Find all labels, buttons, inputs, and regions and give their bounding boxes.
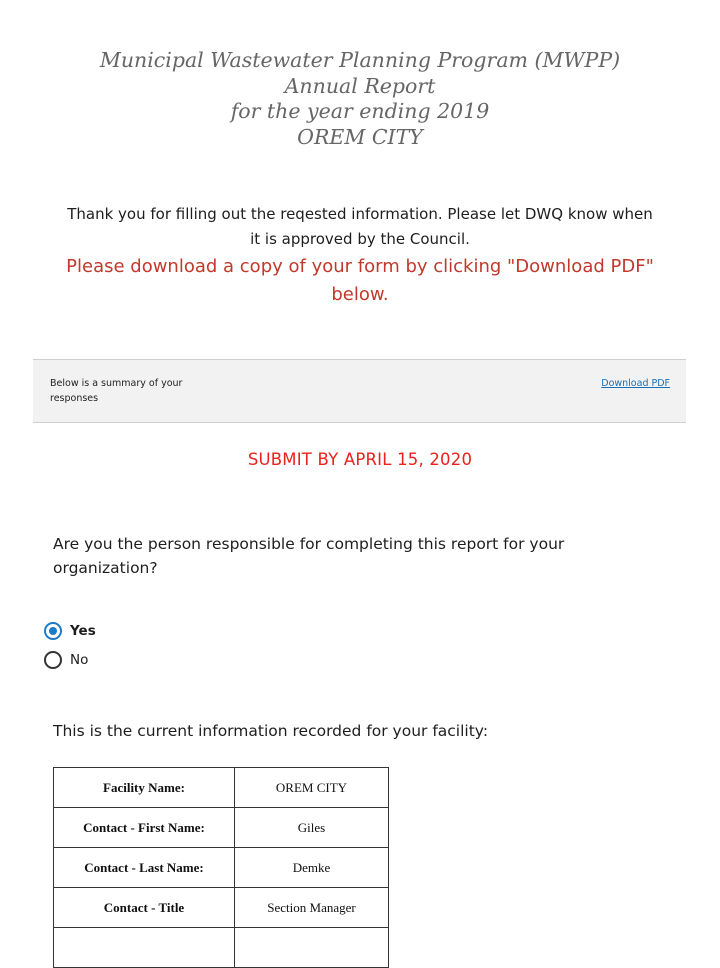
summary-text: Below is a summary of your responses <box>50 378 183 404</box>
next-row-label <box>54 928 235 968</box>
responsibility-question: Are you the person responsible for completing this report for your organization? <box>53 535 565 577</box>
facility-intro: This is the current information recorded for your facility: <box>53 722 489 740</box>
report-type: Annual Report <box>284 73 436 98</box>
facility-name-label: Facility Name: <box>54 768 235 808</box>
contact-first-name-label: Contact - First Name: <box>54 808 235 848</box>
report-header <box>0 48 720 150</box>
radio-button-yes[interactable] <box>44 622 62 640</box>
next-row-value <box>235 928 389 968</box>
table-row <box>54 768 389 808</box>
download-pdf-link[interactable]: Download PDF <box>601 378 670 389</box>
program-title: Municipal Wastewater Planning Program (MWPP) <box>99 48 621 72</box>
contact-title-label: Contact - Title <box>54 888 235 928</box>
radio-option-no[interactable] <box>44 650 88 670</box>
submission-deadline: SUBMIT BY APRIL 15, 2020 <box>247 450 473 469</box>
contact-last-name-label: Contact - Last Name: <box>54 848 235 888</box>
radio-label-yes: Yes <box>70 623 96 639</box>
table-row <box>54 928 389 968</box>
radio-label-no: No <box>70 652 89 668</box>
organization-name: OREM CITY <box>297 124 423 149</box>
summary-bar <box>33 359 686 423</box>
download-instruction: Please download a copy of your form by clicking "Download PDF" below. <box>66 256 654 305</box>
facility-name-value: OREM CITY <box>235 768 389 808</box>
thank-you-message: Thank you for filling out the reqested information. Please let DWQ know when it is approved by the Council. <box>67 205 653 248</box>
contact-title-value: Section Manager <box>235 888 389 928</box>
facility-info-table <box>53 767 389 968</box>
table-row <box>54 808 389 848</box>
table-row <box>54 888 389 928</box>
contact-first-name-value: Giles <box>235 808 389 848</box>
radio-button-no[interactable] <box>44 651 62 669</box>
table-row <box>54 848 389 888</box>
report-year: for the year ending 2019 <box>230 99 490 123</box>
contact-last-name-value: Demke <box>235 848 389 888</box>
radio-option-yes[interactable] <box>44 621 96 641</box>
